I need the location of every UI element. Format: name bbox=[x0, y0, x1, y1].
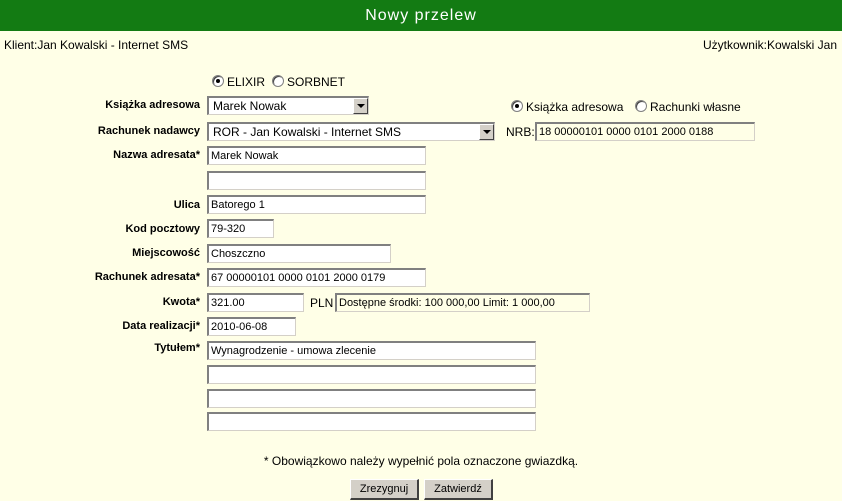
date-label: Data realizacji* bbox=[122, 320, 200, 332]
chevron-down-icon[interactable] bbox=[479, 124, 494, 140]
user-info: Użytkownik:Kowalski Jan bbox=[702, 38, 837, 52]
payment-title-label: Tytułem* bbox=[154, 342, 200, 354]
recipient-name-input[interactable]: Marek Nowak bbox=[207, 146, 426, 165]
amount-label: Kwota* bbox=[162, 296, 200, 308]
payment-title-input-2[interactable] bbox=[207, 365, 536, 384]
city-input[interactable]: Choszczno bbox=[207, 244, 391, 263]
city-label: Miejscowość bbox=[132, 247, 200, 259]
payment-title-input-4[interactable] bbox=[207, 412, 536, 431]
chevron-down-icon[interactable] bbox=[353, 98, 368, 114]
address-book-source-label: Książka adresowa bbox=[526, 100, 624, 114]
sender-account-value: ROR - Jan Kowalski - Internet SMS bbox=[213, 125, 402, 139]
nrb-label: NRB: bbox=[506, 125, 535, 139]
nrb-field: 18 00000101 0000 0101 2000 0188 bbox=[535, 122, 755, 141]
cancel-button[interactable]: Zrezygnuj bbox=[350, 479, 419, 500]
client-info: Klient:Jan Kowalski - Internet SMS bbox=[4, 38, 189, 52]
address-book-label: Książka adresowa bbox=[105, 99, 200, 111]
own-accounts-label: Rachunki własne bbox=[650, 100, 741, 114]
window-title-text: Nowy przelew bbox=[365, 6, 477, 24]
own-accounts-radio[interactable] bbox=[635, 100, 647, 112]
elixir-label: ELIXIR bbox=[227, 75, 266, 89]
payment-title-input-3[interactable] bbox=[207, 389, 536, 408]
address-book-value: Marek Nowak bbox=[213, 99, 287, 113]
street-input[interactable]: Batorego 1 bbox=[207, 195, 426, 214]
recipient-account-label: Rachunek adresata* bbox=[94, 271, 200, 283]
recipient-account-input[interactable]: 67 00000101 0000 0101 2000 0179 bbox=[207, 268, 426, 287]
postal-code-label: Kod pocztowy bbox=[125, 223, 200, 235]
confirm-button[interactable]: Zatwierdź bbox=[424, 479, 493, 500]
postal-code-input[interactable]: 79-320 bbox=[207, 219, 274, 238]
sorbnet-label: SORBNET bbox=[287, 75, 346, 89]
payment-title-input-1[interactable]: Wynagrodzenie - umowa zlecenie bbox=[207, 341, 536, 360]
date-input[interactable]: 2010-06-08 bbox=[207, 317, 296, 336]
available-funds-field: Dostępne środki: 100 000,00 Limit: 1 000,00 bbox=[335, 293, 590, 312]
sender-account-label: Rachunek nadawcy bbox=[97, 125, 200, 137]
recipient-name-input-2[interactable] bbox=[207, 171, 426, 190]
address-book-select[interactable] bbox=[207, 96, 369, 115]
window-title bbox=[0, 0, 842, 31]
address-book-source-radio[interactable] bbox=[511, 100, 523, 112]
currency-label: PLN bbox=[310, 296, 334, 310]
required-fields-note: * Obowiązkowo należy wypełnić pola oznaczone gwiazdką. bbox=[263, 454, 579, 468]
elixir-radio[interactable] bbox=[212, 75, 224, 87]
sorbnet-radio[interactable] bbox=[272, 75, 284, 87]
recipient-name-label: Nazwa adresata* bbox=[113, 149, 200, 161]
amount-input[interactable]: 321.00 bbox=[207, 293, 304, 312]
sender-account-select[interactable] bbox=[207, 122, 495, 141]
street-label: Ulica bbox=[173, 199, 200, 211]
